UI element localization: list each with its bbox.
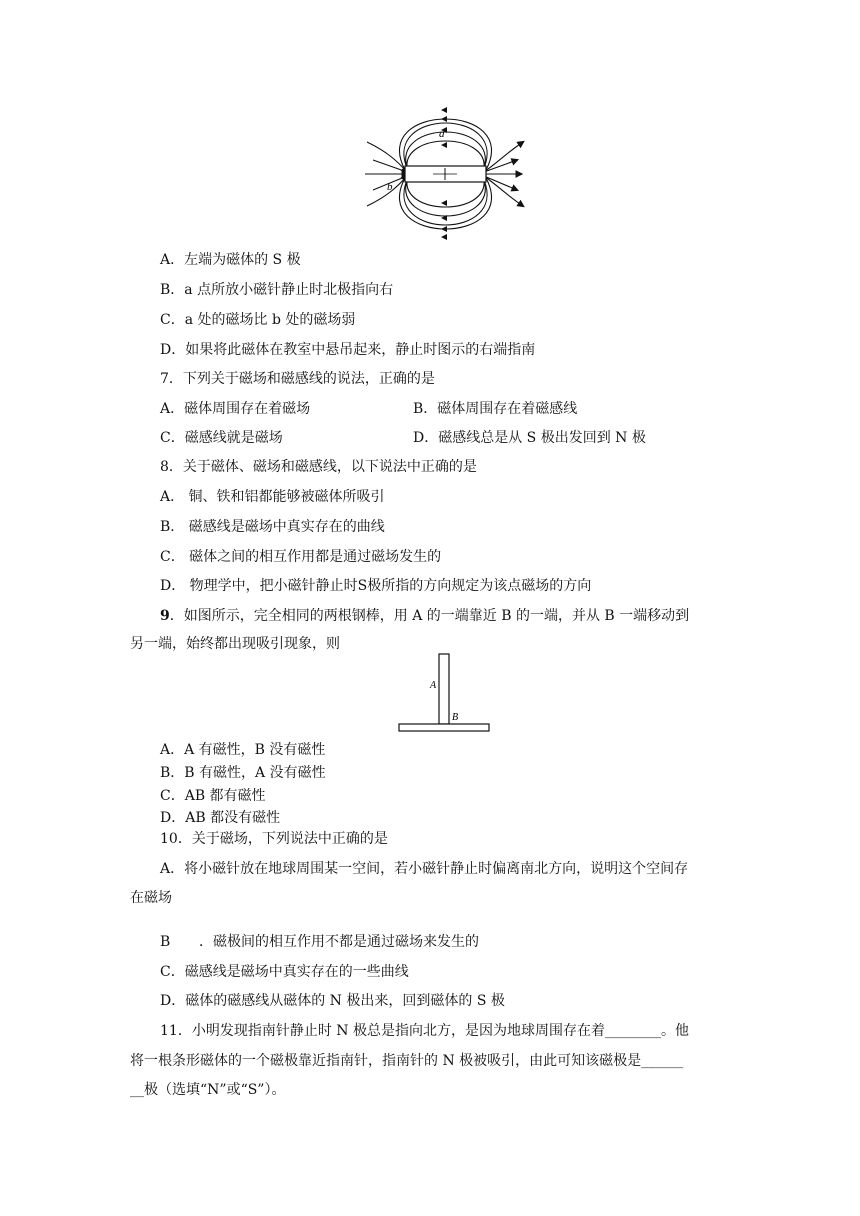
q10-option-d: D．磁体的磁感线从磁体的 N 极出来，回到磁体的 S 极 (160, 993, 505, 1009)
q9-stem-line2: 另一端，始终都出现吸引现象，则 (130, 636, 340, 652)
q6-option-a: A．左端为磁体的 S 极 (160, 252, 301, 268)
q9-number: 9 (160, 608, 170, 624)
label-A: A (430, 680, 437, 691)
q7-option-b: B．磁体周围存在着磁感线 (413, 401, 578, 417)
q8-stem: 8．关于磁体、磁场和磁感线，以下说法中正确的是 (160, 459, 477, 475)
q8-option-c: C． 磁体之间的相互作用都是通过磁场发生的 (160, 549, 442, 565)
q6-option-d: D．如果将此磁体在教室中悬吊起来，静止时图示的右端指南 (160, 342, 536, 358)
q9-option-d: D．AB 都没有磁性 (160, 810, 281, 826)
q11-line3: __极（选填“N”或“S”）。 (130, 1082, 286, 1098)
q10-stem: 10．关于磁场，下列说法中正确的是 (160, 831, 388, 847)
q8-option-a: A． 铜、铁和铝都能够被磁体所吸引 (160, 489, 385, 505)
magnet-field-figure (363, 102, 528, 240)
q7-option-a: A．磁体周围存在着磁场 (160, 401, 311, 417)
q10-option-a-line1: A．将小磁针放在地球周围某一空间，若小磁针静止时偏离南北方向，说明这个空间存 (160, 861, 689, 877)
q9-option-a: A．A 有磁性，B 没有磁性 (160, 742, 326, 758)
q8-option-d: D． 物理学中，把小磁针静止时S极所指的方向规定为该点磁场的方向 (160, 578, 592, 594)
q10-option-b-text: ．磁极间的相互作用不都是通过磁场来发生的 (199, 934, 479, 950)
q7-option-d: D．磁感线总是从 S 极出发回到 N 极 (413, 430, 646, 446)
q6-option-c: C．a 处的磁场比 b 处的磁场弱 (160, 312, 356, 328)
q7-stem: 7．下列关于磁场和磁感线的说法，正确的是 (160, 371, 435, 387)
q7-option-c: C．磁感线就是磁场 (160, 430, 283, 446)
q10-option-b-letter: B (160, 934, 171, 950)
q9-option-c: C．AB 都有磁性 (160, 788, 266, 804)
label-B: B (452, 712, 459, 723)
q9-option-b: B．B 有磁性，A 没有磁性 (160, 765, 326, 781)
label-b: b (387, 181, 393, 193)
q9-stem-line1 (160, 606, 689, 626)
q11-line1: 11．小明发现指南针静止时 N 极总是指向北方，是因为地球周围存在着________。他 (160, 1023, 689, 1039)
label-a: a (439, 128, 445, 140)
q11-line2: 将一根条形磁体的一个磁极靠近指南针，指南针的 N 极被吸引，由此可知该磁极是______ (130, 1053, 684, 1069)
q10-option-a-line2: 在磁场 (130, 890, 172, 906)
q6-option-b: B．a 点所放小磁针静止时北极指向右 (160, 282, 394, 298)
q9-stem-text: ．如图所示，完全相同的两根钢棒，用 A 的一端靠近 B 的一端，并从 B 一端移动到 (169, 608, 690, 624)
steel-bars-figure (396, 652, 492, 734)
q8-option-b: B． 磁感线是磁场中真实存在的曲线 (160, 519, 385, 535)
q10-option-c: C．磁感线是磁场中真实存在的一些曲线 (160, 964, 409, 980)
